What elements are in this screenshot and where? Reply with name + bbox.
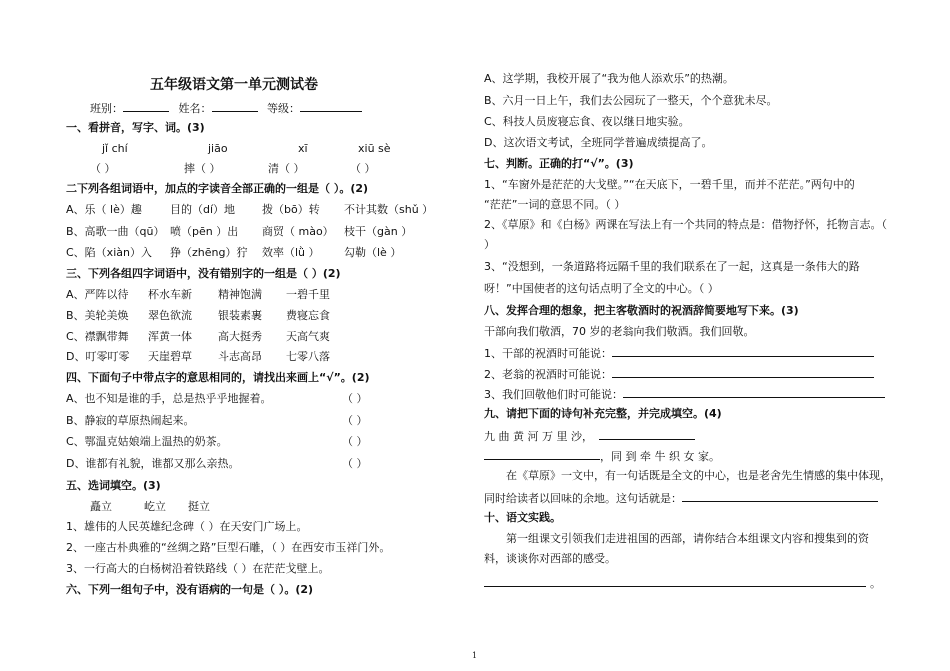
s9-para-1: 在《草原》一文中，有一句话既是全文的中心，也是老舍先生情感的集中体现， — [506, 469, 891, 482]
section-9-heading: 九、请把下面的诗句补充完整，并完成填空。(4) — [484, 407, 722, 420]
s3-c-1: C、襟飘带舞 — [66, 330, 129, 343]
option-c: C、陷（xiàn）入 — [66, 246, 152, 259]
s9-answer[interactable] — [682, 490, 878, 502]
option-c-4: 勾勒（lè ） — [344, 246, 402, 259]
name-field[interactable] — [212, 100, 258, 112]
s4-c-text: C、鄂温克姑娘端上温热的奶茶。 — [66, 435, 228, 448]
option-b: B、高歌一曲（qū） — [66, 225, 165, 238]
pinyin-2: jiāo — [208, 142, 228, 155]
poem-blank-2[interactable] — [484, 448, 600, 460]
s6-option-d: D、这次语文考试，全班同学普遍成绩提高了。 — [484, 136, 713, 149]
student-info-line — [90, 100, 362, 116]
section-4-heading: 四、下面句子中带点字的意思相同的，请找出来画上“√”。(2) — [66, 371, 370, 384]
option-b-2: 喷（pēn ）出 — [170, 225, 239, 238]
grade-label: 等级： — [267, 102, 300, 115]
page-number: 1 — [472, 651, 478, 660]
s3-a-4: 一碧千里 — [286, 288, 330, 301]
answer-blank-2[interactable]: 摔（ ） — [184, 162, 221, 175]
pinyin-4: xiū sè — [358, 142, 391, 155]
s3-d-2: 天崖碧草 — [148, 350, 192, 363]
page-title: 五年级语文第一单元测试卷 — [150, 77, 318, 93]
option-a-4: 不计其数（shǔ ） — [344, 203, 434, 216]
section-5-heading: 五、选词填空。(3) — [66, 479, 161, 492]
s8-answer-3[interactable] — [623, 386, 885, 398]
s8-prompt-1 — [484, 345, 874, 361]
option-c-2: 狰（zhēng）狞 — [170, 246, 248, 259]
s10-answer-line[interactable] — [484, 575, 881, 591]
option-b-3: 商贸（ mào） — [262, 225, 334, 238]
s8-answer-1[interactable] — [612, 345, 874, 357]
poem-blank-1[interactable] — [599, 428, 695, 440]
s8-prompt-2-label: 2、老翁的祝酒时可能说： — [484, 368, 612, 381]
section-3-heading: 三、下列各组四字词语中，没有错别字的一组是（ ）(2) — [66, 267, 341, 280]
s3-d-4: 七零八落 — [286, 350, 330, 363]
s3-b-2: 翠色欲流 — [148, 309, 192, 322]
s3-c-3: 高大挺秀 — [218, 330, 262, 343]
option-b-4: 枝干（gàn ） — [344, 225, 413, 238]
s3-d-1: D、叮零叮零 — [66, 350, 130, 363]
s10-answer[interactable] — [484, 575, 866, 587]
s8-answer-2[interactable] — [612, 366, 874, 378]
s4-a-mark[interactable]: （ ） — [342, 392, 368, 405]
class-label: 班别： — [90, 102, 123, 115]
option-a-3: 拨（bō）转 — [262, 203, 320, 216]
s7-line-2: “茫茫”一词的意思不同。（ ） — [484, 198, 626, 211]
s10-para-2: 料，谈谈你对西部的感受。 — [484, 552, 616, 565]
s8-prompt-3-label: 3、我们回敬他们时可能说： — [484, 388, 623, 401]
s3-b-4: 费寝忘食 — [286, 309, 330, 322]
s3-a-3: 精神饱满 — [218, 288, 262, 301]
s7-line-4: ） — [484, 238, 495, 251]
s3-a-1: A、严阵以待 — [66, 288, 129, 301]
section-8-heading: 八、发挥合理的想象，把主客敬酒时的祝酒辞简要地写下来。(3) — [484, 304, 799, 317]
section-2-heading: 二下列各组词语中，加点的字读音全部正确的一组是（ ）。(2) — [66, 182, 369, 195]
section-10-heading: 十、语文实践。 — [484, 511, 561, 524]
s8-intro: 干部向我们敬酒，70 岁的老翁向我们敬酒。我们回敬。 — [484, 325, 755, 338]
section-6-heading: 六、下列一组句子中，没有语病的一句是（ ）。(2) — [66, 583, 314, 596]
s7-line-1: 1、“车窗外是茫茫的大戈壁。”“在天底下，一碧千里，而并不茫茫。”两句中的 — [484, 178, 855, 191]
s9-para-2 — [484, 490, 878, 506]
s4-b-text: B、静寂的草原热闹起来。 — [66, 414, 195, 427]
s10-para-1: 第一组课文引领我们走进祖国的西部，请你结合本组课文内容和搜集到的资 — [506, 532, 869, 545]
s10-end-mark: 。 — [870, 577, 881, 590]
s3-a-2: 杯水车新 — [148, 288, 192, 301]
poem-line-2 — [484, 448, 720, 464]
pinyin-3: xī — [298, 142, 308, 155]
s4-b-mark[interactable]: （ ） — [342, 414, 368, 427]
s4-c-mark[interactable]: （ ） — [342, 435, 368, 448]
answer-blank-3[interactable]: 清（ ） — [268, 162, 305, 175]
s8-prompt-1-label: 1、干部的祝酒时可能说： — [484, 347, 612, 360]
s3-c-2: 浑黄一体 — [148, 330, 192, 343]
s4-a-text: A、也不知是谁的手，总是热乎乎地握着。 — [66, 392, 272, 405]
option-c-3: 效率（lǜ ） — [262, 246, 320, 259]
option-a: A、乐（ lè）趣 — [66, 203, 142, 216]
word-choice-3: 挺立 — [188, 500, 210, 513]
section-1-heading: 一、看拼音，写字、词。(3) — [66, 121, 205, 134]
s3-b-3: 银装素裹 — [218, 309, 262, 322]
s7-line-5: 3、“没想到，一条道路将远隔千里的我们联系在了一起，这真是一条伟大的路 — [484, 260, 860, 273]
s6-option-c: C、科技人员废寝忘食、夜以继日地实验。 — [484, 115, 690, 128]
name-label: 姓名： — [178, 102, 212, 115]
s5-item-3: 3、一行高大的白杨树沿着铁路线（ ）在茫茫戈壁上。 — [66, 562, 330, 575]
s4-d-text: D、谁都有礼貌，谁都又那么亲热。 — [66, 457, 240, 470]
s3-b-1: B、美轮美焕 — [66, 309, 129, 322]
class-field[interactable] — [123, 100, 169, 112]
s7-line-3: 2、《草原》和《白杨》两课在写法上有一个共同的特点是：借物抒怀，托物言志。（ — [484, 218, 887, 231]
s3-c-4: 天高气爽 — [286, 330, 330, 343]
word-choice-2: 屹立 — [144, 500, 166, 513]
s9-para-2-text: 同时给读者以回味的余地。这句话就是： — [484, 492, 682, 505]
poem-line-1 — [484, 428, 695, 444]
word-choice-1: 矗立 — [90, 500, 112, 513]
option-a-2: 目的（dí）地 — [170, 203, 236, 216]
s8-prompt-2 — [484, 366, 874, 382]
s5-item-1: 1、雄伟的人民英雄纪念碑（ ）在天安门广场上。 — [66, 520, 308, 533]
pinyin-1: jǐ chí — [102, 142, 128, 155]
s4-d-mark[interactable]: （ ） — [342, 457, 368, 470]
section-7-heading: 七、判断。正确的打“√”。(3) — [484, 157, 634, 170]
s5-item-2: 2、一座古朴典雅的“丝绸之路”巨型石雕，（ ）在西安市玉祥门外。 — [66, 541, 391, 554]
s6-option-a: A、这学期，我校开展了“我为他人添欢乐”的热潮。 — [484, 72, 734, 85]
answer-blank-1[interactable]: （ ） — [90, 162, 116, 175]
s6-option-b: B、六月一日上午，我们去公园玩了一整天，个个意犹未尽。 — [484, 94, 778, 107]
poem-line-2-text: ，同 到 牵 牛 织 女 家。 — [600, 450, 720, 463]
s7-line-6: 呀！”中国使者的这句话点明了全文的中心。（ ） — [484, 282, 719, 295]
poem-line-1-text: 九 曲 黄 河 万 里 沙， — [484, 430, 593, 443]
grade-field[interactable] — [300, 100, 362, 112]
s3-d-3: 斗志高昂 — [218, 350, 262, 363]
answer-blank-4[interactable]: （ ） — [350, 162, 376, 175]
s8-prompt-3 — [484, 386, 885, 402]
